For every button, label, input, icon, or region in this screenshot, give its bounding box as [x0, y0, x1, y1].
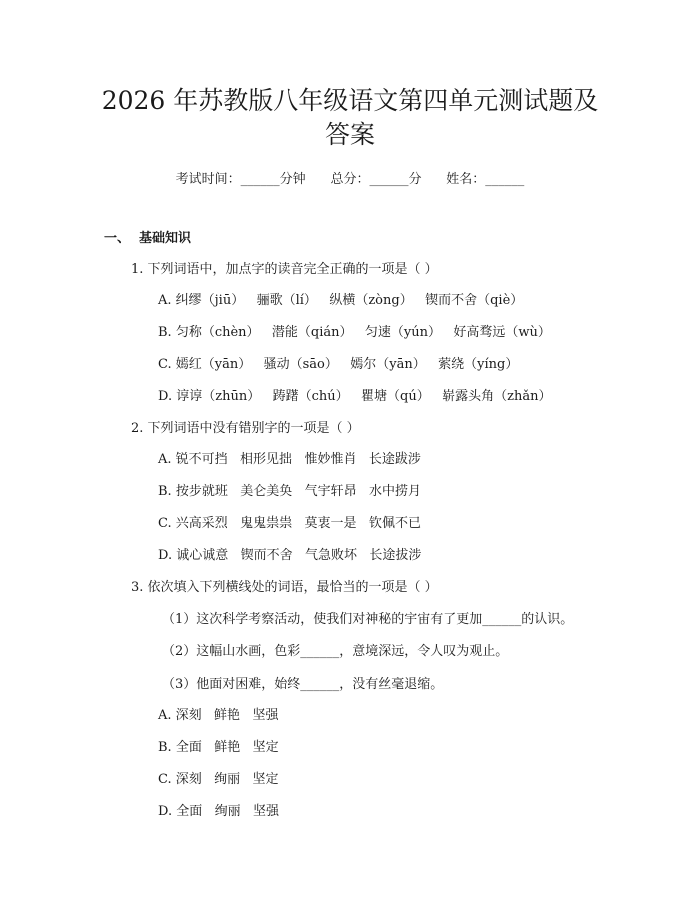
- question-3-sentence-3: （3）他面对困难，始终______，没有丝毫退缩。: [162, 677, 444, 692]
- document-title-line-1: 2026 年苏教版八年级语文第四单元测试题及: [101, 86, 599, 115]
- question-1-option-d: D. 谆谆（zhūn） 踌躇（chú） 瞿塘（qú） 崭露头角（zhǎn）: [158, 389, 552, 404]
- question-2-option-b: B. 按步就班 美仑美奂 气宇轩昂 水中捞月: [158, 484, 422, 499]
- question-1-option-c: C. 嫣红（yān） 骚动（sāo） 嫣尔（yān） 萦绕（yíng）: [158, 357, 519, 372]
- document-title-line-2: 答案: [324, 120, 375, 149]
- question-3-sentence-1: （1）这次科学考察活动，使我们对神秘的宇宙有了更加______的认识。: [162, 612, 574, 627]
- question-1-option-a: A. 纠缪（jiū） 骊歌（lí） 纵横（zòng） 锲而不舍（qiè）: [158, 293, 524, 308]
- exam-time: 考试时间：______分钟: [175, 172, 306, 187]
- exam-meta: [0, 168, 700, 187]
- question-3-stem: 3. 依次填入下列横线处的词语，最恰当的一项是（ ）: [131, 580, 438, 595]
- total-score: 总分：______分: [330, 172, 422, 187]
- section-heading-basic-knowledge: 一、 基础知识: [104, 231, 192, 246]
- student-name: 姓名：______: [446, 172, 525, 187]
- question-1-stem: 1. 下列词语中，加点字的读音完全正确的一项是（ ）: [131, 262, 438, 277]
- question-3-option-b: B. 全面 鲜艳 坚定: [158, 740, 279, 755]
- question-2-option-d: D. 诚心诚意 锲而不舍 气急败坏 长途拔涉: [158, 548, 422, 563]
- question-3-sentence-2: （2）这幅山水画，色彩______，意境深远，令人叹为观止。: [162, 644, 509, 659]
- question-1-option-b: B. 匀称（chèn） 潜能（qián） 匀速（yún） 好高骛远（wù）: [158, 325, 551, 340]
- question-2-option-a: A. 锐不可挡 相形见拙 惟妙惟肖 长途跋涉: [158, 452, 421, 467]
- question-3-option-c: C. 深刻 绚丽 坚定: [158, 772, 279, 787]
- question-3-option-d: D. 全面 绚丽 坚强: [158, 804, 280, 819]
- question-2-option-c: C. 兴高采烈 鬼鬼祟祟 莫衷一是 钦佩不已: [158, 516, 421, 531]
- question-2-stem: 2. 下列词语中没有错别字的一项是（ ）: [131, 421, 360, 436]
- question-3-option-a: A. 深刻 鲜艳 坚强: [158, 708, 279, 723]
